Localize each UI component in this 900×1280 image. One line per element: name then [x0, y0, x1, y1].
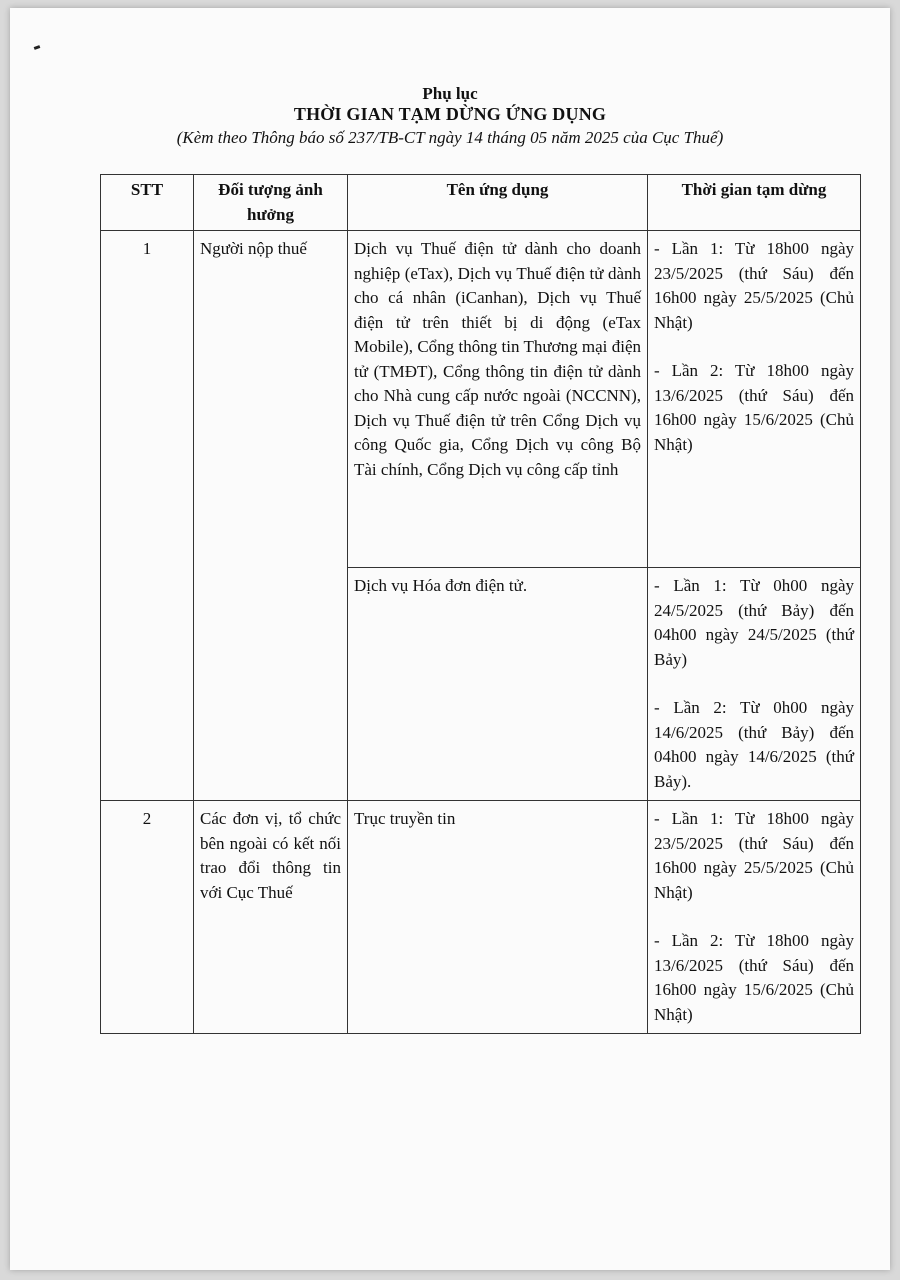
col-header-stt: STT: [101, 175, 194, 231]
appendix-label: Phụ lục: [422, 84, 478, 103]
row-affected: Người nộp thuế: [194, 231, 348, 801]
time-round-2: - Lần 2: Từ 18h00 ngày 13/6/2025 (thứ Sáu) đến 16h00 ngày 15/6/2025 (Chủ Nhật): [654, 361, 854, 454]
row-affected: Các đơn vị, tổ chức bên ngoài có kết nối trao đổi thông tin với Cục Thuế: [194, 801, 348, 1034]
row-stt: 2: [101, 801, 194, 1034]
table-header-row: [101, 175, 861, 231]
time-round-1: - Lần 1: Từ 18h00 ngày 23/5/2025 (thứ Sáu) đến 16h00 ngày 25/5/2025 (Chủ Nhật): [654, 809, 854, 902]
row-time: [648, 231, 861, 568]
time-round-1: - Lần 1: Từ 18h00 ngày 23/5/2025 (thứ Sáu) đến 16h00 ngày 25/5/2025 (Chủ Nhật): [654, 239, 854, 332]
row-time: [648, 568, 861, 801]
document-subtitle: (Kèm theo Thông báo số 237/TB-CT ngày 14 tháng 05 năm 2025 của Cục Thuế): [176, 128, 724, 147]
table-row: [101, 231, 861, 568]
col-header-affected: Đối tượng ảnh hưởng: [194, 175, 348, 231]
col-header-time: Thời gian tạm dừng: [648, 175, 861, 231]
document-title: THỜI GIAN TẠM DỪNG ỨNG DỤNG: [293, 104, 607, 124]
time-round-1: - Lần 1: Từ 0h00 ngày 24/5/2025 (thứ Bảy) đến 04h00 ngày 24/5/2025 (thứ Bảy): [654, 576, 854, 669]
row-application: Dịch vụ Hóa đơn điện tử.: [348, 568, 648, 801]
table-row: [101, 801, 861, 1034]
row-time: [648, 801, 861, 1034]
row-application: Dịch vụ Thuế điện tử dành cho doanh nghiệp (eTax), Dịch vụ Thuế điện tử dành cho cá nhân (iCanhan), Dịch vụ Thuế điện tử trên thiết bị di động (eTax Mobile), Cổng thông tin Thương mại điện tử (TMĐT), Cổng thông tin điện tử dành cho Nhà cung cấp nước ngoài (NCCNN), Dịch vụ Thuế điện tử trên Cổng Dịch vụ công Quốc gia, Cổng Dịch vụ công Bộ Tài chính, Cổng Dịch vụ công cấp tỉnh: [348, 231, 648, 568]
time-round-2: - Lần 2: Từ 18h00 ngày 13/6/2025 (thứ Sáu) đến 16h00 ngày 15/6/2025 (Chủ Nhật): [654, 931, 854, 1024]
time-round-2: - Lần 2: Từ 0h00 ngày 14/6/2025 (thứ Bảy) đến 04h00 ngày 14/6/2025 (thứ Bảy).: [654, 698, 854, 791]
col-header-application: Tên ứng dụng: [348, 175, 648, 231]
suspension-table: [100, 174, 861, 1034]
row-stt: 1: [101, 231, 194, 801]
row-application: Trục truyền tin: [348, 801, 648, 1034]
